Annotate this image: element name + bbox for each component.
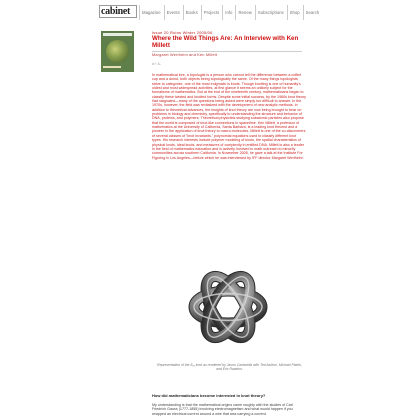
nav-projects[interactable]: Projects [201, 5, 223, 20]
cover-footer [103, 66, 121, 68]
main-nav [139, 5, 322, 20]
article-byline: Margaret Wertheim and Ken Millett [152, 53, 218, 57]
title-divider [152, 51, 302, 52]
nav-info[interactable]: Info [222, 5, 235, 20]
nav-subscriptions[interactable]: Subscriptions [255, 5, 287, 20]
article-intro: In mathematical lore, a topologist is a person who cannot tell the difference between a coffee cup and a donut, both objects being topologically the same. Of the many things topologists strive to categorize, one of the most enigmatic is knots. Though knotting is one of humanity's oldest and most widespread activities, at first glance it seems an unlikely subject for the formalisms of mathematics. But at the end of the nineteenth century, mathematicians began to classify these twisted and knotted forms. Despite some initial success, by the 1960s knot theory had stagnated—many of the questions being asked were simply too difficult to answer. In the 1970s, however, the field was revitalized with the development of new analytic methods. In addition to theoretical advances, the insights of knot theory are now being brought to bear on problems in biology and chemistry, specifically to understanding the structure and behavior of DNA, proteins, and polymers. Theoretical physicists studying subatomic particles also propose that the world is composed of knot-like connections in spacetime. Ken Millett, a professor of mathematics at the University of California, Santa Barbara, is a leading knot theorist and a pioneer in the application of knot theory to macro-molecules. Millett is one of the co-discoverers of several classes of "knot invariants," polynomial equations used to classify different knot types. His research interests include polymer modeling of knots, the spatial characteristics of physical knots, ideal knots, and measures of complexity in entitled DNA. Millett is also a leader in the field of mathematics education and is actively involved in math outreach to minority communities across southern California. In November 2005, he gave a talk at the Institute For Figuring in Los Angeles—before which he was interviewed by IFF director Margaret Wertheim. [152, 73, 306, 160]
interview-answer: My understanding is that the mathematical origins came roughly with the studies of Carl Friedrich Gauss (1777-1855) involving electromagnetism and what would happen if you wrapped an electrical current around a wire that was carrying a current. [152, 403, 293, 416]
text-smaller-button[interactable]: A- [157, 62, 161, 66]
interview-question: How did mathematicians become interested in knot theory? [152, 393, 266, 398]
knot-tube [194, 270, 262, 345]
nav-renew[interactable]: Renew [235, 5, 254, 20]
figure-caption: Representation of the 8₁₈ knot as rendered by Jason Cantarella with Ted Ashton, Michael Piatek, and Eric Rawdon. [157, 363, 302, 372]
cover-artwork [106, 40, 129, 63]
article-title: Where the Wild Things Are: An Interview with Ken Millett [152, 35, 299, 50]
nav-search[interactable]: Search [303, 5, 323, 20]
knot-figure [152, 255, 304, 359]
issue-cover-image[interactable] [101, 31, 134, 72]
site-header [99, 5, 329, 20]
site-logo[interactable]: cabinet [99, 5, 137, 18]
nav-events[interactable]: Events [164, 5, 183, 20]
issue-meta: Issue 20 Ruins Winter 2005/06 [152, 30, 213, 35]
nav-shop[interactable]: Shop [287, 5, 303, 20]
text-larger-button[interactable]: A+ [152, 62, 157, 66]
nav-books[interactable]: Books [183, 5, 201, 20]
nav-magazine[interactable]: Magazine [139, 5, 164, 20]
cover-masthead [103, 33, 132, 36]
text-size-controls [152, 62, 161, 66]
